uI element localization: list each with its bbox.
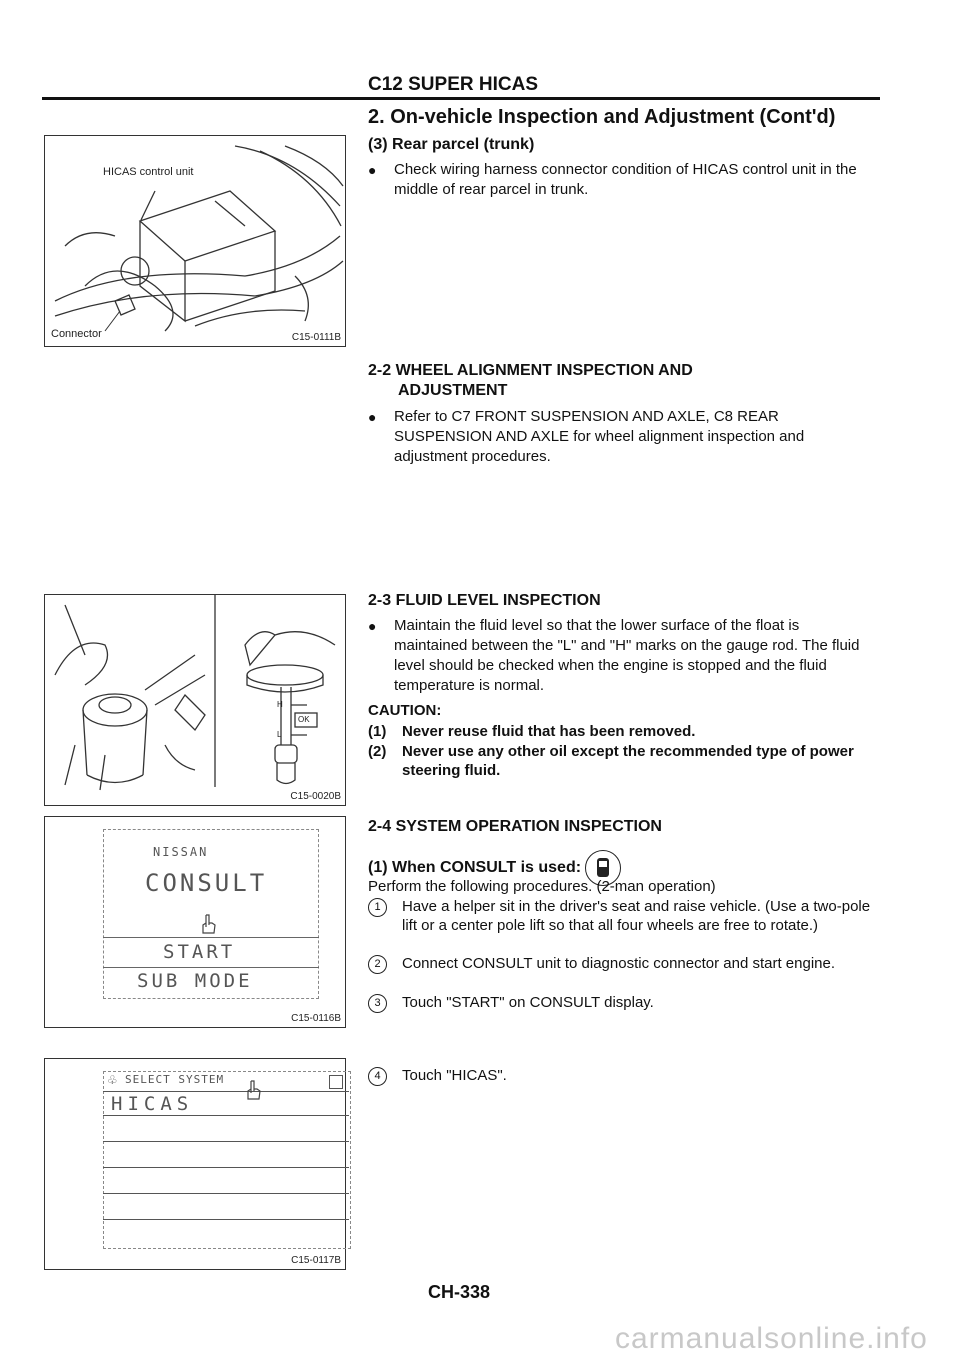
start-button[interactable]: START bbox=[163, 941, 236, 963]
trunk-illustration bbox=[45, 136, 345, 346]
system-operation-heading: 2-4 SYSTEM OPERATION INSPECTION bbox=[368, 818, 662, 835]
reservoir-illustration bbox=[45, 595, 345, 805]
step-text: Have a helper sit in the driver's seat and raise vehicle. (Use a two-pole lift or a center pole lift so that all four wheels are free to rotate.) bbox=[402, 898, 871, 934]
bullet-text: Check wiring harness connector condition of HICAS control unit in the middle of rear parcel in trunk. bbox=[394, 161, 857, 198]
label-connector: Connector bbox=[51, 328, 102, 340]
rear-parcel-heading: (3) Rear parcel (trunk) bbox=[368, 136, 535, 153]
figure-code: C15-0116B bbox=[291, 1013, 341, 1024]
page-title: 2. On-vehicle Inspection and Adjustment (Cont'd) bbox=[368, 106, 836, 128]
procedure-step-1 bbox=[368, 897, 873, 935]
step-text: Touch "HICAS". bbox=[402, 1067, 507, 1084]
step-text: Connect CONSULT unit to diagnostic connector and start engine. bbox=[402, 955, 836, 972]
figure-code: C15-0020B bbox=[290, 791, 341, 802]
title-underline bbox=[103, 1091, 349, 1092]
screen-content bbox=[103, 1071, 349, 1247]
hicas-menu-item[interactable]: HICAS bbox=[111, 1093, 194, 1115]
gauge-ok-mark: OK bbox=[298, 715, 310, 724]
touch-hand-icon bbox=[245, 1079, 265, 1103]
menu-row-divider bbox=[103, 1219, 349, 1220]
touch-hand-icon bbox=[200, 913, 218, 937]
step-number: 1 bbox=[368, 898, 387, 917]
section-title: C12 SUPER HICAS bbox=[368, 74, 538, 95]
caution-item-1 bbox=[368, 722, 873, 741]
watermark: carmanualsonline.info bbox=[615, 1322, 928, 1355]
menu-row-divider bbox=[103, 1193, 349, 1194]
step-number: 2 bbox=[368, 955, 387, 974]
select-system-title: SELECT SYSTEM bbox=[125, 1073, 225, 1086]
menu-row-divider bbox=[103, 1115, 349, 1116]
bullet-dot: ● bbox=[368, 409, 377, 425]
figure-hicas-control-unit bbox=[44, 135, 346, 347]
wheel-alignment-heading: 2-2 WHEEL ALIGNMENT INSPECTION AND bbox=[368, 362, 693, 379]
bullet-text: Refer to C7 FRONT SUSPENSION AND AXLE, C8 REAR SUSPENSION AND AXLE for wheel alignment inspection and adjustment procedures. bbox=[394, 408, 805, 465]
back-button[interactable] bbox=[329, 1075, 343, 1089]
menu-row-divider bbox=[103, 1167, 349, 1168]
step-text: Touch "START" on CONSULT display. bbox=[402, 994, 654, 1011]
menu-row-divider bbox=[103, 1141, 349, 1142]
screen-divider-1 bbox=[103, 937, 319, 938]
fluid-level-heading: 2-3 FLUID LEVEL INSPECTION bbox=[368, 592, 601, 609]
system-icon: ♧ bbox=[107, 1073, 118, 1087]
figure-select-system-screen bbox=[44, 1058, 346, 1270]
label-hicas-control-unit: HICAS control unit bbox=[103, 166, 194, 178]
fluid-level-bullet bbox=[368, 616, 873, 696]
gauge-l-mark: L bbox=[277, 730, 282, 739]
bullet-dot: ● bbox=[368, 618, 377, 634]
figure-code: C15-0111B bbox=[291, 332, 341, 343]
caution-text: Never reuse fluid that has been removed. bbox=[402, 723, 696, 740]
step-number: 4 bbox=[368, 1067, 387, 1086]
sub-mode-button[interactable]: SUB MODE bbox=[137, 970, 253, 992]
caution-number: (2) bbox=[368, 743, 387, 760]
screen-divider-2 bbox=[103, 967, 319, 968]
figure-consult-screen bbox=[44, 816, 346, 1028]
procedure-step-2 bbox=[368, 954, 873, 974]
procedure-step-3 bbox=[368, 993, 873, 1013]
header-rule bbox=[42, 97, 880, 100]
step-number: 3 bbox=[368, 994, 387, 1013]
caution-text: Never use any other oil except the recommended type of power steering fluid. bbox=[402, 743, 854, 779]
gauge-h-mark: H bbox=[277, 700, 283, 709]
procedure-step-4 bbox=[368, 1066, 873, 1086]
bullet-text: Maintain the fluid level so that the lower surface of the float is maintained between the "L" and "H" marks on the gauge rod. The fluid level should be checked when the engine is stopped and the fluid temperature is normal. bbox=[394, 617, 860, 694]
screen-product: CONSULT bbox=[145, 869, 268, 897]
caution-number: (1) bbox=[368, 723, 387, 740]
page-number: CH-338 bbox=[428, 1282, 491, 1302]
wheel-alignment-heading-line2: ADJUSTMENT bbox=[398, 382, 508, 399]
wheel-alignment-bullet bbox=[368, 407, 873, 467]
rear-parcel-bullet bbox=[368, 160, 873, 200]
caution-item-2 bbox=[368, 742, 873, 780]
figure-code: C15-0117B bbox=[291, 1255, 341, 1266]
screen-brand: NISSAN bbox=[153, 845, 209, 859]
caution-label: CAUTION: bbox=[368, 702, 442, 719]
procedure-intro: Perform the following procedures. (2-man operation) bbox=[368, 878, 716, 895]
consult-sub-heading-text: (1) When CONSULT is used: bbox=[368, 859, 582, 876]
figure-fluid-reservoir bbox=[44, 594, 346, 806]
bullet-dot: ● bbox=[368, 162, 377, 178]
